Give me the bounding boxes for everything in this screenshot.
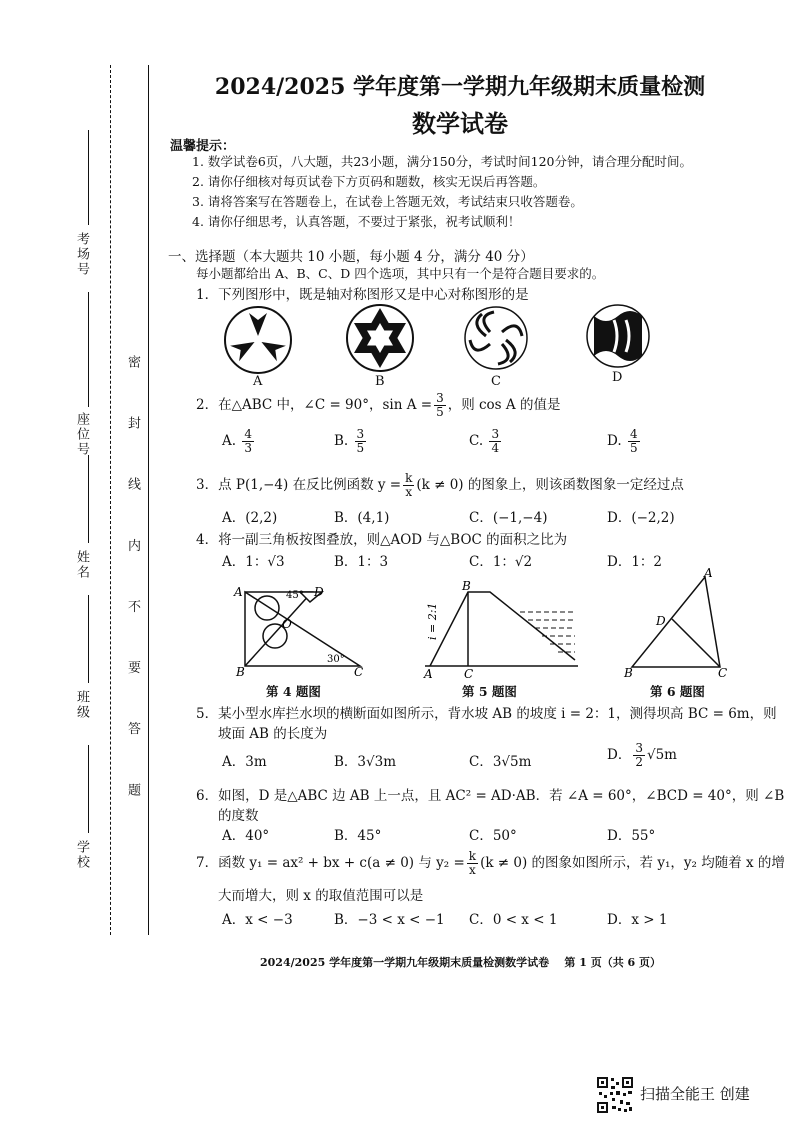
q2-stem-tail: ，则 cos A 的值是 — [447, 397, 561, 413]
field-exam-room-underline — [88, 130, 89, 225]
q2-option-a — [222, 428, 256, 455]
q1-figures — [220, 298, 670, 388]
fig5-label-c: C — [464, 667, 474, 681]
fig5-label-slope: i = 2:1 — [426, 602, 439, 640]
field-name: 姓名 — [74, 550, 89, 580]
q5-stem-line1: 5．某小型水库拦水坝的横断面如图所示，背水坡 AB 的坡度 i = 2：1，测得坝高 BC = 6m，则 — [196, 706, 777, 722]
q5-option-d — [607, 742, 677, 769]
q7-fraction — [467, 850, 478, 877]
qr-code-icon — [596, 1076, 634, 1114]
q7-stem-tail: (k ≠ 0) 的图象如图所示，若 y₁，y₂ 均随着 x 的增 — [480, 855, 785, 871]
option-letter: D． — [607, 747, 632, 763]
exam-title: 2024/2025 学年度第一学期九年级期末质量检测 — [214, 74, 706, 100]
option-tail: √5m — [646, 747, 677, 763]
fraction-numerator: k — [405, 471, 413, 485]
fraction-numerator: 3 — [356, 427, 365, 441]
page-number: 第 1 页（共 6 页） — [564, 956, 662, 969]
figure-6 — [620, 565, 740, 683]
q6-stem-line2: 的度数 — [218, 808, 259, 824]
fig5-label-b: B — [462, 579, 471, 593]
tip-item: 1. 数学试卷6页，八大题，共23小题，满分150分，考试时间120分钟，请合理分配时间。 — [192, 154, 692, 169]
q4-option-c: C．1：√2 — [469, 554, 533, 570]
fraction-denominator: 2 — [635, 755, 643, 769]
q7-stem-text: 7．函数 y₁ = ax² + bx + c(a ≠ 0) 与 y₂ = — [196, 855, 465, 871]
q4-option-a: A．1：√3 — [222, 554, 285, 570]
q3-stem — [196, 472, 684, 499]
binding-dashed-line — [110, 65, 111, 935]
field-school: 学校 — [74, 840, 89, 870]
fraction-denominator: 4 — [491, 441, 500, 455]
q4-option-d: D．1：2 — [607, 554, 663, 570]
fig5-label-a: A — [424, 667, 433, 681]
q3-option-a: A．(2,2) — [222, 510, 278, 526]
q3-stem-text: 3．点 P(1,−4) 在反比例函数 y = — [196, 477, 402, 493]
fig6-label-c: C — [718, 666, 728, 680]
option-fraction — [242, 428, 254, 455]
field-name-underline — [88, 455, 89, 543]
fig4-label-45: 45° — [286, 590, 304, 601]
q7-option-a: A．x < −3 — [222, 912, 293, 928]
fig4-label-30: 30° — [327, 654, 345, 665]
seal-line — [148, 65, 149, 935]
q5-option-c: C．3√5m — [469, 754, 532, 770]
option-letter: A. — [222, 433, 237, 449]
q5-stem-line2: 坡面 AB 的长度为 — [218, 726, 328, 742]
fig4-label-a: A — [234, 585, 243, 599]
fig4-label-o: O — [282, 617, 292, 631]
fraction-denominator: x — [405, 485, 413, 499]
q2-option-b — [334, 428, 368, 455]
field-class-underline — [88, 595, 89, 683]
q1-figure-c — [465, 307, 527, 369]
fig6-label-d: D — [656, 614, 666, 628]
q4-stem: 4．将一副三角板按图叠放，则△AOD 与△BOC 的面积之比为 — [196, 532, 568, 548]
q7-option-b: B．−3 < x < −1 — [334, 912, 445, 928]
q6-option-b: B．45° — [334, 828, 382, 844]
fraction-denominator: 5 — [356, 441, 365, 455]
q1-stem: 1．下列图形中，既是轴对称图形又是中心对称图形的是 — [196, 287, 529, 303]
q3-option-d: D．(−2,2) — [607, 510, 675, 526]
fraction-numerator: k — [468, 849, 477, 863]
q2-stem — [196, 392, 560, 419]
q3-function-fraction — [403, 472, 414, 499]
q6-option-d: D．55° — [607, 828, 656, 844]
field-exam-room: 考场号 — [74, 232, 89, 277]
option-letter: C. — [469, 433, 484, 449]
q7-stem-line2: 大而增大，则 x 的取值范围可以是 — [218, 888, 424, 904]
q7-stem-line1 — [196, 850, 785, 877]
fraction-numerator: 3 — [491, 427, 500, 441]
q5-option-a: A．3m — [222, 754, 267, 770]
fig4-label-c: C — [354, 665, 364, 679]
option-letter: B. — [334, 433, 349, 449]
figure-5 — [420, 578, 585, 683]
q7-option-c: C．0 < x < 1 — [469, 912, 558, 928]
q1-figure-b — [347, 305, 413, 371]
fraction-denominator: x — [469, 863, 476, 877]
fraction-numerator: 3 — [635, 741, 643, 755]
q1-figure-d — [587, 305, 649, 367]
field-seat-underline — [88, 292, 89, 407]
q2-option-c — [469, 428, 503, 455]
q2-sin-fraction — [434, 392, 446, 419]
q3-option-b: B．(4,1) — [334, 510, 390, 526]
q6-stem-line1: 6．如图，D 是△ABC 边 AB 上一点，且 AC² = AD·AB．若 ∠A = 60°，∠BCD = 40°，则 ∠B — [196, 788, 785, 804]
section-title: 一、选择题（本大题共 10 小题，每小题 4 分，满分 40 分） — [168, 249, 534, 265]
page-footer — [260, 954, 661, 970]
fraction-denominator: 5 — [436, 405, 444, 419]
fraction-denominator: 5 — [629, 441, 638, 455]
figure-4 — [230, 578, 375, 683]
footer-title: 2024/2025 学年度第一学期九年级期末质量检测数学试卷 — [260, 956, 550, 969]
section-description: 每小题都给出 A、B、C、D 四个选项，其中只有一个是符合题目要求的。 — [196, 266, 605, 281]
fig6-label-b: B — [624, 666, 633, 680]
q1-figure-a — [225, 307, 291, 373]
q2-stem-text: 2．在△ABC 中，∠C = 90°，sin A = — [196, 397, 433, 413]
field-seat: 座位号 — [74, 412, 89, 457]
option-fraction — [355, 428, 367, 455]
fraction-denominator: 3 — [244, 441, 252, 455]
q3-option-c: C．(−1,−4) — [469, 510, 548, 526]
q6-option-c: C．50° — [469, 828, 517, 844]
seal-text: 密 封 线 内 不 要 答 题 — [125, 355, 140, 818]
fraction-numerator: 4 — [629, 427, 638, 441]
q4-option-b: B．1：3 — [334, 554, 389, 570]
q1-option-a: A — [253, 374, 263, 389]
figure-5-caption: 第 5 题图 — [462, 684, 517, 699]
q2-option-d — [607, 428, 642, 455]
fraction-numerator: 4 — [244, 427, 252, 441]
option-fraction — [489, 428, 501, 455]
fraction-numerator: 3 — [436, 391, 444, 405]
option-letter: D. — [607, 433, 622, 449]
exam-subtitle: 数学试卷 — [412, 109, 508, 138]
tip-item: 2. 请你仔细核对每页试卷下方页码和题数，核实无误后再答题。 — [192, 174, 546, 189]
field-class: 班级 — [74, 690, 89, 720]
option-fraction — [633, 742, 645, 769]
tip-item: 3. 请将答案写在答题卷上，在试卷上答题无效，考试结束只收答题卷。 — [192, 194, 583, 209]
tips-heading: 温馨提示： — [170, 139, 236, 154]
fig4-label-b: B — [236, 665, 245, 679]
q1-option-c: C — [491, 374, 501, 389]
q3-stem-tail: (k ≠ 0) 的图象上，则该函数图象一定经过点 — [416, 477, 684, 493]
tip-item: 4. 请你仔细思考，认真答题，不要过于紧张，祝考试顺利！ — [192, 214, 521, 229]
figure-4-caption: 第 4 题图 — [266, 684, 321, 699]
q1-option-b: B — [375, 374, 385, 389]
q5-option-b: B．3√3m — [334, 754, 397, 770]
field-school-underline — [88, 745, 89, 833]
q7-option-d: D．x > 1 — [607, 912, 668, 928]
figure-6-caption: 第 6 题图 — [650, 684, 705, 699]
fig6-label-a: A — [704, 566, 713, 580]
fig4-label-d: D — [314, 585, 324, 599]
q1-option-d: D — [612, 370, 623, 385]
q6-option-a: A．40° — [222, 828, 270, 844]
scanner-watermark: 扫描全能王 创建 — [640, 1085, 750, 1103]
option-fraction — [628, 428, 640, 455]
